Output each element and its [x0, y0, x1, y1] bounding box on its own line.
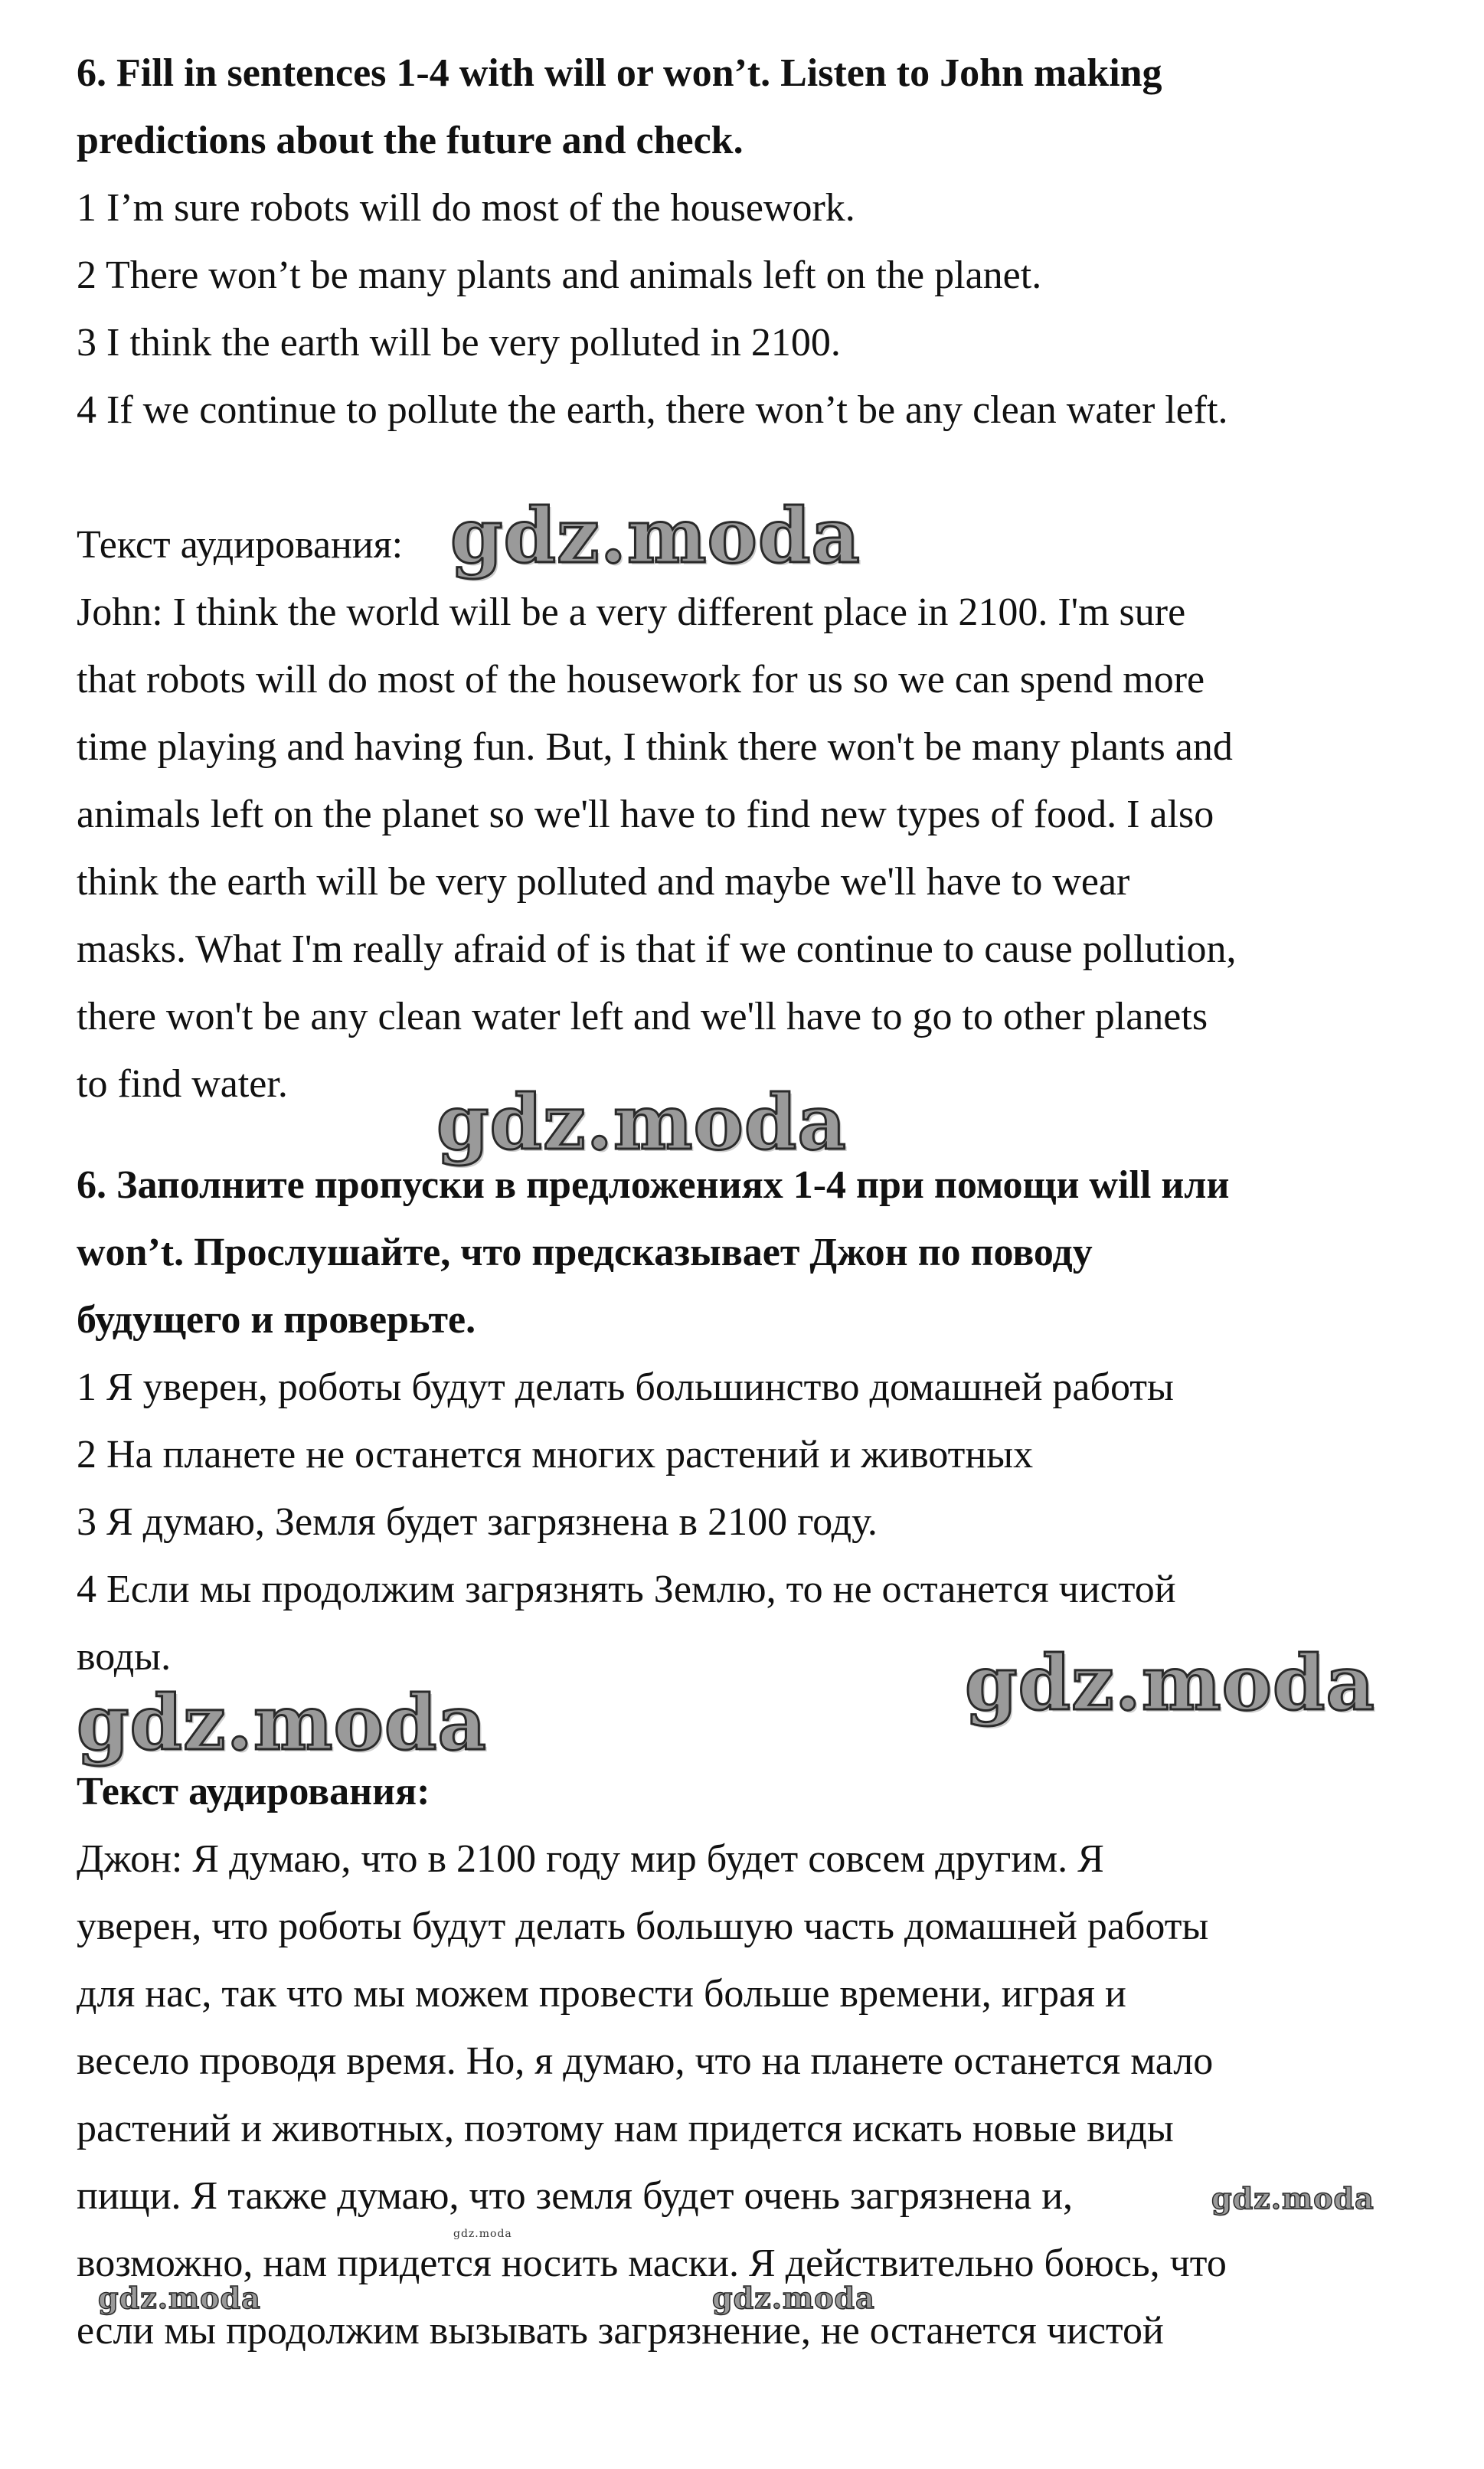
- english-transcript-line-1: John: I think the world will be a very different place in 2100. I'm sure: [77, 590, 1186, 634]
- watermark-8: gdz.moda: [712, 2281, 875, 2315]
- watermark-1: gdz.moda: [450, 492, 861, 580]
- watermark-4: gdz.moda: [77, 1679, 487, 1768]
- watermark-5: gdz.moda: [1211, 2181, 1374, 2216]
- english-transcript-line-7: there won't be any clean water left and we'll have to go to other planets: [77, 995, 1208, 1038]
- russian-transcript-line-4: весело проводя время. Но, я думаю, что на планете останется мало: [77, 2039, 1214, 2083]
- english-sentence-3: 3 I think the earth will be very polluted in 2100.: [77, 321, 841, 365]
- russian-transcript-label: Текст аудирования:: [77, 1770, 430, 1813]
- english-transcript-line-2: that robots will do most of the housework for us so we can spend more: [77, 658, 1205, 701]
- english-sentence-4: 4 If we continue to pollute the earth, there won’t be any clean water left.: [77, 388, 1228, 432]
- watermark-3: gdz.moda: [965, 1640, 1375, 1728]
- english-transcript-line-5: think the earth will be very polluted and maybe we'll have to wear: [77, 860, 1130, 904]
- english-sentence-2: 2 There won’t be many plants and animals left on the planet.: [77, 253, 1042, 297]
- english-sentence-1: 1 I’m sure robots will do most of the housework.: [77, 186, 855, 230]
- russian-sentence-1: 1 Я уверен, роботы будут делать большинство домашней работы: [77, 1365, 1174, 1409]
- english-transcript-line-3: time playing and having fun. But, I think there won't be many plants and: [77, 725, 1233, 769]
- russian-task-heading-line-1: 6. Заполните пропуски в предложениях 1-4 при помощи will или: [77, 1163, 1230, 1207]
- russian-transcript-line-1: Джон: Я думаю, что в 2100 году мир будет совсем другим. Я: [77, 1837, 1104, 1881]
- russian-transcript-line-3: для нас, так что мы можем провести больше времени, играя и: [77, 1972, 1126, 2016]
- russian-sentence-4: 4 Если мы продолжим загрязнять Землю, то не останется чистой: [77, 1568, 1176, 1611]
- english-transcript-label: Текст аудирования:: [77, 523, 404, 567]
- watermark-6: gdz.moda: [453, 2228, 512, 2240]
- russian-task-heading-line-3: будущего и проверьте.: [77, 1298, 476, 1342]
- russian-transcript-line-8: если мы продолжим вызывать загрязнение, не останется чистой: [77, 2309, 1164, 2353]
- watermark-2: gdz.moda: [436, 1079, 847, 1167]
- russian-sentence-3: 3 Я думаю, Земля будет загрязнена в 2100 году.: [77, 1500, 878, 1544]
- russian-transcript-line-5: растений и животных, поэтому нам придется искать новые виды: [77, 2107, 1174, 2150]
- english-task-heading-line-2: predictions about the future and check.: [77, 119, 744, 162]
- russian-sentence-4-continuation: воды.: [77, 1635, 172, 1679]
- watermark-7: gdz.moda: [98, 2281, 261, 2315]
- russian-task-heading-line-2: won’t. Прослушайте, что предсказывает Джон по поводу: [77, 1231, 1093, 1274]
- russian-transcript-line-7: возможно, нам придется носить маски. Я действительно боюсь, что: [77, 2242, 1227, 2285]
- russian-sentence-2: 2 На планете не останется многих растений и животных: [77, 1433, 1034, 1476]
- english-transcript-line-6: masks. What I'm really afraid of is that if we continue to cause pollution,: [77, 927, 1237, 971]
- russian-transcript-line-6: пищи. Я также думаю, что земля будет очень загрязнена и,: [77, 2174, 1074, 2218]
- russian-transcript-line-2: уверен, что роботы будут делать большую часть домашней работы: [77, 1905, 1209, 1948]
- english-task-heading-line-1: 6. Fill in sentences 1-4 with will or won’t. Listen to John making: [77, 51, 1162, 95]
- english-transcript-line-4: animals left on the planet so we'll have to find new types of food. I also: [77, 793, 1214, 836]
- english-transcript-line-8: to find water.: [77, 1062, 288, 1106]
